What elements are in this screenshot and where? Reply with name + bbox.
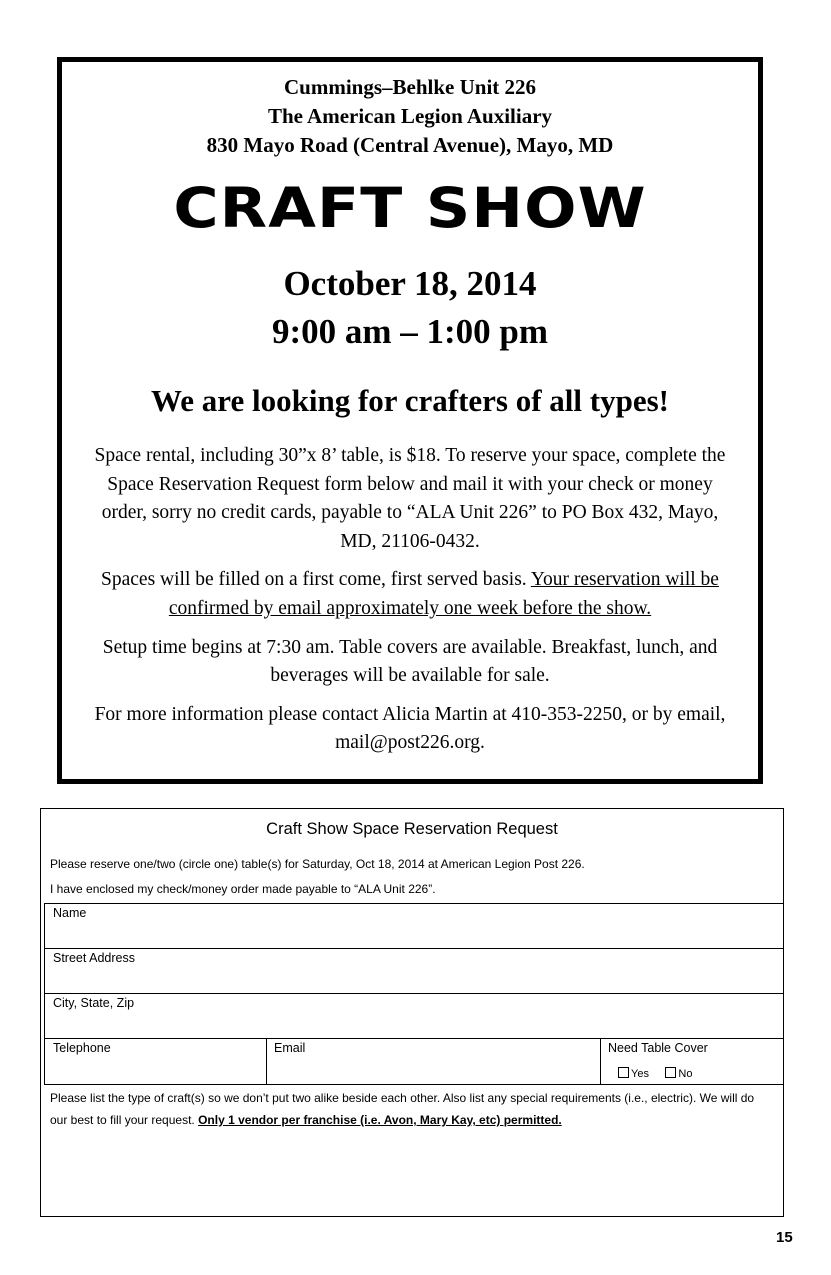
- telephone-label: Telephone: [53, 1041, 111, 1055]
- name-label: Name: [53, 906, 87, 920]
- headline: We are looking for crafters of all types!: [151, 383, 669, 418]
- yes-label: Yes: [631, 1068, 649, 1080]
- table-cover-options: [618, 1064, 704, 1082]
- enclosed-payment-line: I have enclosed my check/money order made payable to “ALA Unit 226”.: [50, 882, 436, 896]
- city-state-zip-row[interactable]: [44, 993, 783, 1039]
- street-address-label: Street Address: [53, 951, 135, 965]
- org-name: Cummings–Behlke Unit 226: [283, 75, 537, 99]
- telephone-field[interactable]: [45, 1039, 267, 1084]
- event-datetime: [62, 260, 758, 356]
- page-number: 15: [776, 1229, 793, 1246]
- no-checkbox[interactable]: [665, 1067, 676, 1078]
- confirmation-note: Your reservation will be confirmed by email approximately one week before the show.: [168, 569, 719, 619]
- event-date: October 18, 2014: [283, 264, 537, 303]
- setup-paragraph: Setup time begins at 7:30 am. Table covers are available. Breakfast, lunch, and beverages will be available for sale.: [102, 636, 718, 687]
- reserve-tables-line: Please reserve one/two (circle one) table(s) for Saturday, Oct 18, 2014 at American Legion Post 226.: [50, 857, 585, 871]
- form-title: Craft Show Space Reservation Request: [266, 820, 558, 838]
- organization-block: [62, 73, 758, 160]
- table-cover-label: Need Table Cover: [608, 1041, 708, 1055]
- org-address: 830 Mayo Road (Central Avenue), Mayo, MD: [206, 133, 614, 157]
- contact-paragraph: For more information please contact Alicia Martin at 410-353-2250, or by email, mail@post226.org.: [94, 703, 726, 754]
- event-time: 9:00 am – 1:00 pm: [271, 312, 549, 351]
- org-affiliation: The American Legion Auxiliary: [267, 104, 553, 128]
- no-label: No: [678, 1068, 693, 1080]
- rental-paragraph: Space rental, including 30”x 8’ table, is $18. To reserve your space, complete the Space Reservation Request form below and mail it with your check or money order, sorry no credit cards, payable to “ALA Unit 226” to PO Box 432, Mayo, MD, 21106-0432.: [94, 445, 726, 552]
- franchise-rule: Only 1 vendor per franchise (i.e. Avon, Mary Kay, etc) permitted.: [198, 1113, 562, 1127]
- contact-row: [44, 1038, 783, 1085]
- craft-note-text: Please list the type of craft(s) so we don’t put two alike beside each other. Also list any special requirements (i.e., electric). We will do our best to fill your request.: [50, 1091, 755, 1127]
- email-label: Email: [274, 1041, 306, 1055]
- flyer-box: [57, 57, 763, 784]
- email-field[interactable]: [266, 1039, 601, 1084]
- reservation-form: [40, 808, 784, 1217]
- table-cover-field: [600, 1039, 783, 1084]
- confirmation-paragraph: [84, 566, 736, 623]
- name-row[interactable]: [44, 903, 783, 949]
- city-state-zip-label: City, State, Zip: [53, 996, 135, 1010]
- flyer-body: [84, 442, 736, 768]
- first-come-text: Spaces will be filled on a first come, first served basis.: [101, 569, 531, 591]
- yes-checkbox[interactable]: [618, 1067, 629, 1078]
- craft-description-area[interactable]: [50, 1134, 771, 1208]
- event-title: CRAFT SHOW: [173, 176, 647, 240]
- craft-type-instructions: [50, 1087, 771, 1131]
- street-address-row[interactable]: [44, 948, 783, 994]
